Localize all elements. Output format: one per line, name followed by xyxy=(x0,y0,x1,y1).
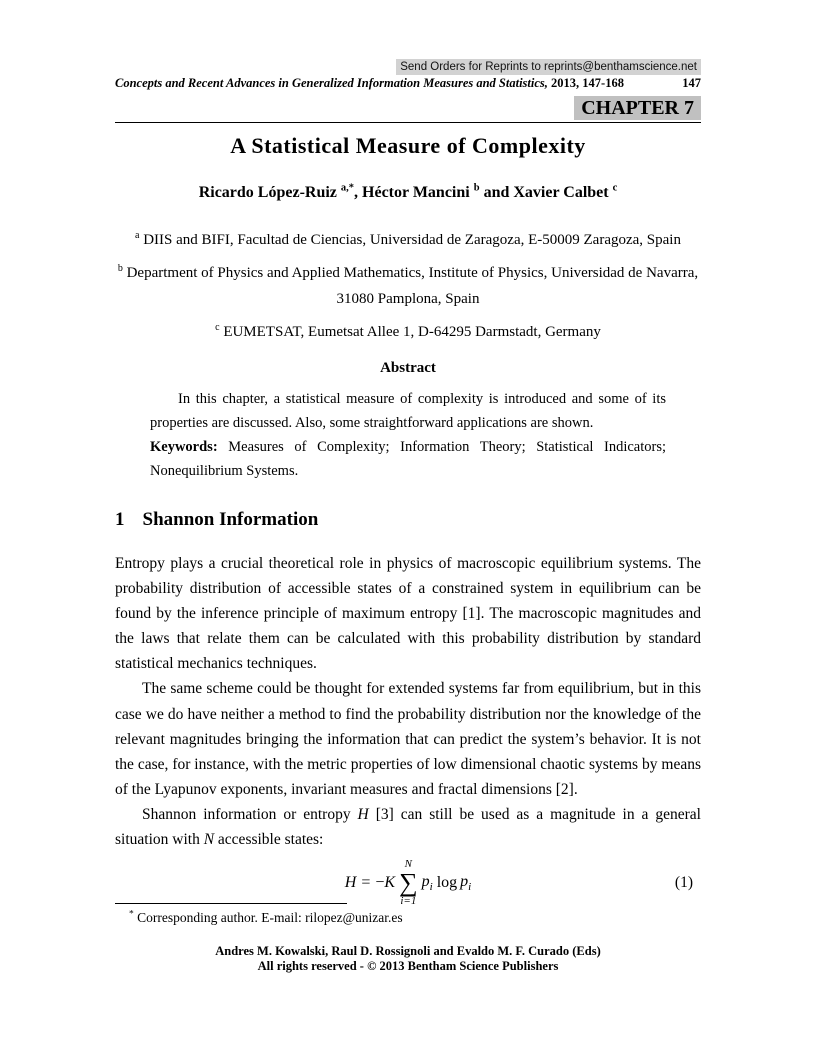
author-1-affmark: a,* xyxy=(340,182,355,194)
chapter-label: CHAPTER 7 xyxy=(574,96,701,120)
footnote xyxy=(115,903,701,926)
paragraph-3-text: [3] can still be used as a magnitude in a general situation with xyxy=(115,805,701,849)
footer-rights: All rights reserved - © 2013 Bentham Science Publishers xyxy=(257,958,559,973)
sum-upper-limit: N xyxy=(404,858,413,871)
author-3-affmark: c xyxy=(612,182,618,194)
author-1: Ricardo López-Ruiz xyxy=(198,184,341,201)
author-separator: and xyxy=(479,184,514,201)
term-p: p xyxy=(421,873,430,891)
summation xyxy=(399,859,418,907)
affiliation-a xyxy=(115,227,701,253)
page-number: 147 xyxy=(682,76,701,90)
equation-math xyxy=(345,859,471,907)
footnote-body: Corresponding author. E-mail: rilopez@unizar.es xyxy=(133,910,403,925)
sum-lower-limit: i=1 xyxy=(400,895,417,908)
equals-sign: = xyxy=(361,874,371,892)
term-sub-i: i xyxy=(429,881,433,894)
paragraph-2: The same scheme could be thought for extended systems far from equilibrium, but in this case we do have neither a method to find the probability distribution nor the knowledge of the relevant magnitudes bringing the information that can predict the system’s behavior. It is not the case, for instance, with the metric properties of low dimensional chaotic systems by means of the Lyapunov exponents, invariant measures and fractal dimensions [2]. xyxy=(115,680,701,798)
sigma-icon: ∑ xyxy=(399,868,418,898)
paragraph-3-text: accessible states: xyxy=(214,831,324,849)
footer-editors: Andres M. Kowalski, Raul D. Rossignoli and Evaldo M. F. Curado (Eds) xyxy=(215,944,601,958)
term-p: p xyxy=(460,873,469,891)
footnote-text xyxy=(115,909,701,926)
author-byline xyxy=(115,183,701,203)
paragraph-3 xyxy=(115,802,701,852)
author-2-affmark: b xyxy=(473,182,480,194)
math-var-N: N xyxy=(203,831,215,849)
page-content xyxy=(115,0,701,910)
author-separator: , xyxy=(354,184,363,201)
paper-title: A Statistical Measure of Complexity xyxy=(230,133,586,158)
abstract-heading: Abstract xyxy=(380,360,436,376)
equation-number: (1) xyxy=(674,874,693,892)
reprint-notice-row xyxy=(115,57,701,73)
author-2: Héctor Mancini xyxy=(362,184,474,201)
affiliation-a-mark: a xyxy=(135,230,140,241)
term-pi-2 xyxy=(460,873,471,893)
abstract-block xyxy=(150,387,666,483)
math-var-H: H xyxy=(357,805,369,823)
footnote-marker: * xyxy=(129,909,134,920)
keywords-line xyxy=(150,435,666,483)
eq-coefficient: K xyxy=(384,874,396,892)
journal-issue: 2013, 147-168 xyxy=(547,76,624,90)
section-heading xyxy=(115,509,701,531)
journal-title: Concepts and Recent Advances in Generalized Information Measures and Statistics, xyxy=(115,76,548,90)
paragraph-1: Entropy plays a crucial theoretical role in physics of macroscopic equilibrium systems. The probability distribution of accessible states of a constrained system in equilibrium can be found by the inference principle of maximum entropy [1]. The macroscopic magnitudes and the laws that relate them can be calculated with this probability distribution by standard statistical mechanics techniques. xyxy=(115,555,701,673)
journal-header-line xyxy=(115,76,701,91)
keywords-text: Measures of Complexity; Information Theory; Statistical Indicators; Nonequilibrium Systems. xyxy=(150,439,666,479)
affiliation-c xyxy=(115,319,701,345)
affiliation-a-text: DIIS and BIFI, Facultad de Ciencias, Universidad de Zaragoza, E-50009 Zaragoza, Spain xyxy=(139,232,681,248)
minus-sign: − xyxy=(375,874,385,892)
affiliation-b-mark: b xyxy=(117,263,123,274)
book-footer xyxy=(0,944,816,973)
affiliation-list xyxy=(115,227,701,345)
affiliation-b-text: Department of Physics and Applied Mathematics, Institute of Physics, Universidad de Navarra, 31080 Pamplona, Spain xyxy=(122,265,699,307)
journal-citation xyxy=(115,76,624,91)
author-3: Xavier Calbet xyxy=(513,184,613,201)
reprint-notice: Send Orders for Reprints to reprints@benthamscience.net xyxy=(396,59,701,75)
section-number: 1 xyxy=(115,509,125,530)
log-operator: log xyxy=(436,874,458,892)
header-rule xyxy=(115,122,701,123)
footnote-rule xyxy=(115,903,347,904)
abstract-text: In this chapter, a statistical measure of complexity is introduced and some of its properties are discussed. Also, some straightforward applications are shown. xyxy=(150,391,666,431)
paragraph-3-text: Shannon information or entropy xyxy=(142,805,358,823)
affiliation-c-text: EUMETSAT, Eumetsat Allee 1, D-64295 Darmstadt, Germany xyxy=(219,324,601,340)
section-title: Shannon Information xyxy=(142,509,319,530)
chapter-row xyxy=(115,96,701,120)
term-pi-1 xyxy=(422,873,433,893)
body-text xyxy=(115,551,701,852)
affiliation-c-mark: c xyxy=(215,322,220,333)
eq-lhs: H xyxy=(344,874,357,892)
term-sub-i: i xyxy=(468,881,472,894)
affiliation-b xyxy=(115,260,701,312)
keywords-label: Keywords: xyxy=(150,439,218,455)
